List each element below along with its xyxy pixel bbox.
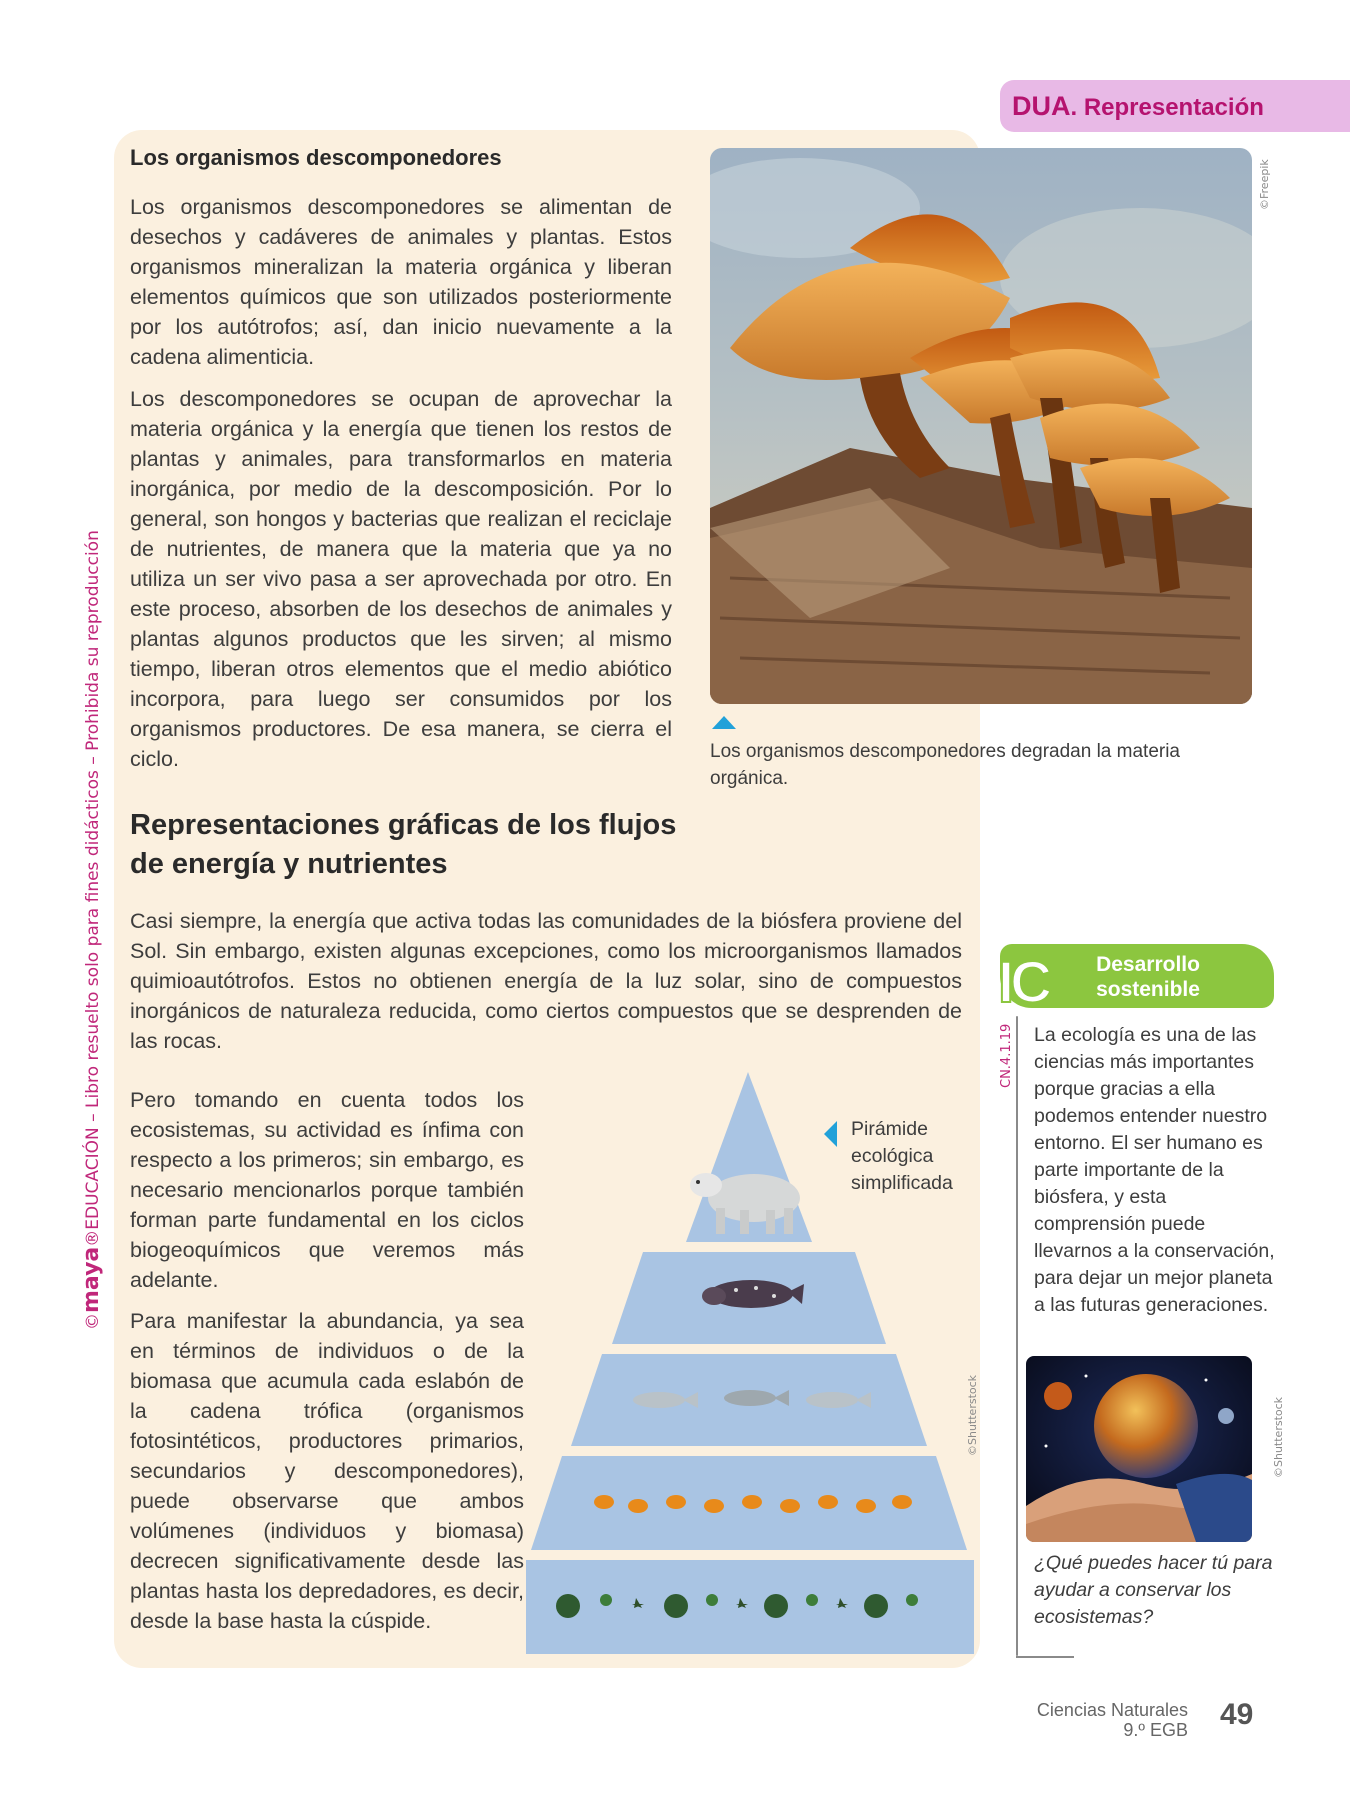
sidebar-border-bottom: [1016, 1656, 1074, 1658]
pyramid-credit: ©Shutterstock: [966, 1374, 979, 1456]
copyright-side-note: [72, 470, 112, 1330]
ic-badge: IC: [998, 950, 1048, 1015]
sidebar-question: ¿Qué puedes hacer tú para ayudar a conservar los ecosistemas?: [1034, 1552, 1273, 1628]
energy-paragraph-3: Para manifestar la abundancia, ya sea en términos de individuos o de la biomasa que acumula cada eslabón de la cadena trófica (organismos fotosintéticos, productores primarios, secundarios y descomponedores), puede observarse que ambos volúmenes (individuos y biomasa) decrecen significativamente desde las plantas hasta los depredadores, es decir, desde la base hasta la cúspide.: [130, 1309, 524, 1633]
decomposers-paragraph-2: Los descomponedores se ocupan de aprovechar la materia orgánica y la energía que tienen los restos de plantas y animales, para transformarlos en materia inorgánica, por medio de la descomposición. Por lo general, son hongos y bacterias que realizan el reciclaje de nutrientes, de manera que la materia que ya no utiliza un ser vivo pasa a ser aprovechada por otro. En este proceso, absorben de los desechos de animales y plantas algunos productos que les sirven; al mismo tiempo, liberan otros elementos que el medio abiótico incorpora, para luego ser consumidos por los organismos productores. De esa manera, se cierra el ciclo.: [130, 387, 672, 771]
mushroom-photo: [710, 148, 1252, 704]
page-number: 49: [1220, 1698, 1254, 1731]
curriculum-code: CN.4.1.19: [999, 1023, 1014, 1088]
section-title-decomposers: Los organismos descomponedores: [130, 145, 502, 170]
sidebar-text: La ecología es una de las ciencias más importantes porque gracias a ella podemos entender nuestro entorno. El ser humano es parte importante de la biósfera, y esta comprensión puede llevarnos a la conservación, para dejar un mejor planeta a las futuras generaciones.: [1034, 1024, 1275, 1316]
footer-book-info: [1010, 1700, 1188, 1740]
pyramid-label-text: Pirámide ecológica simplificada: [851, 1118, 953, 1194]
copyright-symbol: ©: [83, 1313, 103, 1330]
energy-paragraph-2: Pero tomando en cuenta todos los ecosistemas, su actividad es ínfima con respecto a los primeros; sin embargo, es necesario mencionarlos porque también forman parte fundamental en los ciclos biogeoquímicos que veremos más adelante.: [130, 1088, 524, 1292]
energy-paragraph-1: Casi siempre, la energía que activa todas las comunidades de la biósfera proviene del Sol. Sin embargo, existen algunas excepciones, como los microorganismos llamados quimioautótrofos. Estos no obtienen energía de la luz solar, sino de compuestos inorgánicos de naturaleza reducida, como ciertos compuestos que se desprenden de las rocas.: [130, 909, 962, 1053]
earth-in-hands-photo: [1026, 1356, 1252, 1542]
pyramid-label: [851, 1116, 971, 1197]
brand-logo: maya: [79, 1246, 104, 1313]
section-title-energy-flows: Representaciones gráficas de los flujos de energía y nutrientes: [130, 809, 677, 880]
dua-label: DUA: [1012, 91, 1071, 121]
dua-section: . Representación: [1070, 94, 1264, 121]
photo-caption: Los organismos descomponedores degradan la materia orgánica.: [710, 741, 1180, 789]
registered-mark: ®: [83, 1229, 103, 1247]
earth-photo-credit: ©Shutterstock: [1272, 1396, 1285, 1478]
side-note-text: EDUCACIÓN – Libro resuelto solo para fines didácticos – Prohibida su reproducción: [83, 530, 103, 1230]
footer-subject: Ciencias Naturales: [1036, 1700, 1188, 1720]
footer-grade: 9.º EGB: [1123, 1720, 1188, 1740]
dua-tab: [1000, 80, 1350, 132]
photo-credit-freepik: ©Freepik: [1258, 159, 1271, 210]
decomposers-paragraph-1: Los organismos descomponedores se alimentan de desechos y cadáveres de animales y plantas. Estos organismos mineralizan la materia orgánica y liberan elementos químicos que son utilizados posteriormente por los autótrofos; así, dan inicio nuevamente a la cadena alimenticia.: [130, 195, 672, 369]
sidebar-title: Desarrollo sostenible: [1096, 953, 1200, 1001]
sidebar-border: [1016, 1016, 1018, 1656]
pyramid-pointer-icon: [824, 1121, 837, 1147]
caption-pointer-icon: [712, 716, 736, 729]
fish-icons: [633, 1390, 871, 1408]
